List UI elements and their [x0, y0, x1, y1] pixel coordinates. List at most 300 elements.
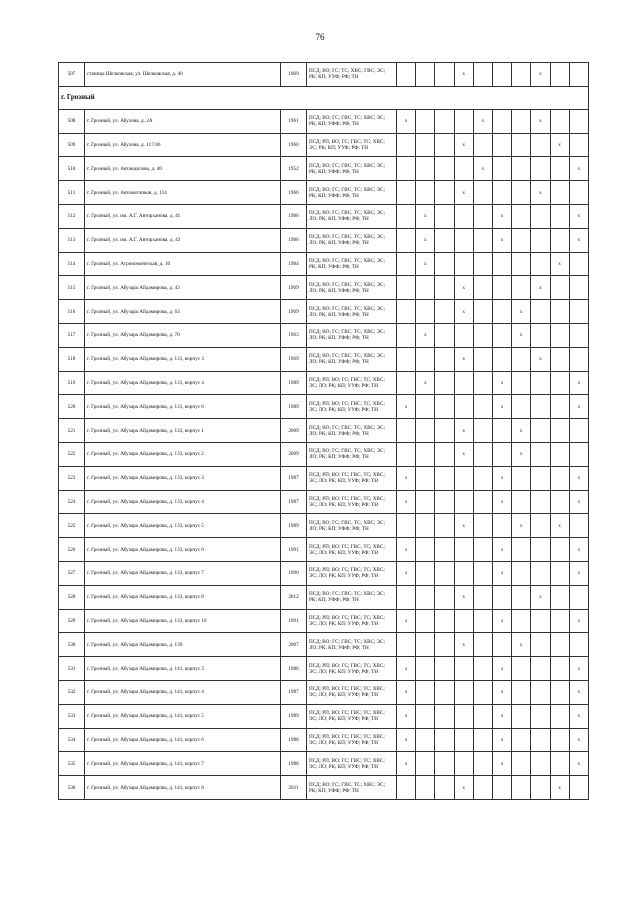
row-mark-cell	[435, 323, 454, 347]
row-mark-cell: x	[416, 371, 435, 395]
row-mark-cell	[397, 514, 416, 538]
row-year: 1984	[281, 252, 307, 276]
row-year: 1989	[281, 704, 307, 728]
row-mark-cell	[492, 776, 511, 800]
row-address: г. Грозный, ул. Автандилова, д. 40	[85, 157, 281, 181]
row-year: 1989	[281, 514, 307, 538]
row-mark-cell	[454, 490, 473, 514]
row-mark-cell	[512, 680, 531, 704]
row-mark-cell	[531, 776, 550, 800]
row-number: 535	[59, 752, 85, 776]
row-mark-cell	[512, 347, 531, 371]
row-mark-cell	[473, 752, 492, 776]
row-mark-cell	[416, 633, 435, 657]
row-mark-cell	[492, 181, 511, 205]
row-address: г. Грозный, ул. Абузара Айдамирова, д. 133, корпус 10	[85, 609, 281, 633]
row-systems: ПСД; РП; ВО; ГС; ГВС; ТС; ХВС; ЭС; ЛО; РК; КП; УУФ; РФ; ТН	[307, 657, 397, 681]
row-mark-cell: x	[397, 657, 416, 681]
row-mark-cell	[397, 633, 416, 657]
row-year: 1969	[281, 347, 307, 371]
row-mark-cell	[550, 323, 569, 347]
row-mark-cell	[550, 395, 569, 419]
row-mark-cell	[435, 561, 454, 585]
row-address: г. Грозный, ул. Абузара Айдамирова, д. 131, корпус 3	[85, 347, 281, 371]
row-mark-cell	[492, 442, 511, 466]
row-mark-cell: x	[569, 490, 588, 514]
row-mark-cell	[531, 323, 550, 347]
row-number: 526	[59, 538, 85, 562]
table-row	[59, 371, 589, 395]
row-number: 518	[59, 347, 85, 371]
row-number: 524	[59, 490, 85, 514]
row-mark-cell	[550, 442, 569, 466]
row-mark-cell	[512, 752, 531, 776]
row-mark-cell: x	[531, 109, 550, 133]
row-mark-cell	[397, 276, 416, 300]
row-mark-cell: x	[569, 228, 588, 252]
row-mark-cell	[531, 252, 550, 276]
row-address: г. Грозный, ул. Абузара Айдамирова, д. 70	[85, 323, 281, 347]
row-mark-cell	[435, 419, 454, 443]
housing-register-table	[58, 62, 589, 800]
row-number: 507	[59, 63, 85, 87]
row-mark-cell	[473, 395, 492, 419]
row-mark-cell: x	[512, 514, 531, 538]
row-mark-cell	[454, 561, 473, 585]
row-mark-cell	[397, 63, 416, 87]
row-mark-cell	[416, 63, 435, 87]
row-mark-cell: x	[569, 204, 588, 228]
table-row	[59, 109, 589, 133]
row-year: 1986	[281, 204, 307, 228]
row-mark-cell	[512, 157, 531, 181]
row-mark-cell: x	[512, 323, 531, 347]
row-mark-cell	[454, 371, 473, 395]
row-mark-cell	[569, 133, 588, 157]
row-mark-cell	[454, 157, 473, 181]
row-address: г. Грозный, ул. Абузара Айдамирова, д. 133, корпус 7	[85, 561, 281, 585]
row-mark-cell	[435, 514, 454, 538]
row-mark-cell	[512, 609, 531, 633]
row-mark-cell	[397, 442, 416, 466]
row-mark-cell	[397, 252, 416, 276]
row-mark-cell	[473, 371, 492, 395]
row-mark-cell	[473, 633, 492, 657]
row-mark-cell: x	[492, 680, 511, 704]
row-mark-cell: x	[569, 680, 588, 704]
section-title-cell	[59, 86, 589, 109]
row-mark-cell	[473, 300, 492, 324]
row-systems: ПСД; РП; ВО; ГС; ГВС; ТС; ХВС; ЭС; ЛО; РК; КП; УУФ; РФ; ТН	[307, 371, 397, 395]
row-mark-cell	[531, 704, 550, 728]
row-number: 522	[59, 442, 85, 466]
row-mark-cell	[435, 157, 454, 181]
row-mark-cell	[512, 776, 531, 800]
row-mark-cell	[416, 157, 435, 181]
row-mark-cell	[397, 419, 416, 443]
row-mark-cell	[454, 538, 473, 562]
row-mark-cell	[435, 728, 454, 752]
row-systems: ПСД; ВО; ГС; ГВС; ТС; ХВС; ЭС; ЛО; РК; КП; УФФ; РФ; ТН	[307, 228, 397, 252]
row-mark-cell: x	[397, 561, 416, 585]
row-mark-cell	[473, 728, 492, 752]
table-row	[59, 466, 589, 490]
row-mark-cell	[435, 395, 454, 419]
row-mark-cell	[473, 609, 492, 633]
row-mark-cell	[550, 419, 569, 443]
table-row	[59, 657, 589, 681]
row-mark-cell	[569, 514, 588, 538]
row-mark-cell: x	[454, 442, 473, 466]
row-year: 1960	[281, 133, 307, 157]
row-mark-cell	[435, 680, 454, 704]
row-mark-cell	[416, 490, 435, 514]
row-mark-cell: x	[454, 585, 473, 609]
row-systems: ПСД; ВО; ГС; ГВС; ТС; ХВС; ЭС; РК; КП; УФФ; РФ; ТН	[307, 109, 397, 133]
row-mark-cell: x	[397, 490, 416, 514]
row-mark-cell	[512, 657, 531, 681]
row-mark-cell	[531, 419, 550, 443]
row-mark-cell: x	[416, 204, 435, 228]
row-mark-cell: x	[492, 466, 511, 490]
table-row	[59, 63, 589, 87]
row-systems: ПСД; РП; ВО; ГС; ГВС; ТС; ХВС; ЭС; ЛО; РК; КП; УУФ; РФ; ТН	[307, 395, 397, 419]
row-mark-cell	[569, 109, 588, 133]
row-mark-cell	[435, 371, 454, 395]
table-row	[59, 252, 589, 276]
row-mark-cell: x	[550, 514, 569, 538]
row-year: 2007	[281, 633, 307, 657]
row-mark-cell: x	[454, 347, 473, 371]
row-mark-cell	[435, 633, 454, 657]
row-mark-cell: x	[416, 323, 435, 347]
row-mark-cell	[512, 228, 531, 252]
row-year: 1969	[281, 300, 307, 324]
row-year: 1986	[281, 228, 307, 252]
row-mark-cell	[512, 204, 531, 228]
row-mark-cell	[397, 181, 416, 205]
row-mark-cell: x	[492, 395, 511, 419]
row-mark-cell	[550, 633, 569, 657]
row-year: 2009	[281, 442, 307, 466]
row-mark-cell	[397, 323, 416, 347]
row-mark-cell	[492, 633, 511, 657]
row-mark-cell	[550, 276, 569, 300]
row-systems: ПСД; РП; ВО; ГС; ГВС; ТС; ХВС; ЭС; ЛО; РК; КП; УУФ; РФ; ТН	[307, 704, 397, 728]
row-mark-cell	[397, 300, 416, 324]
row-mark-cell	[492, 157, 511, 181]
row-mark-cell	[454, 680, 473, 704]
row-mark-cell	[435, 609, 454, 633]
row-mark-cell	[492, 252, 511, 276]
row-systems: ПСД; РП; ВО; ГС; ГВС; ТС; ХВС; ЭС; ЛО; РК; КП; УУФ; РФ; ТН	[307, 490, 397, 514]
row-mark-cell	[569, 585, 588, 609]
row-mark-cell	[473, 514, 492, 538]
row-mark-cell	[416, 276, 435, 300]
row-systems: ПСД; ВО; ГС; ГВС; ТС; ХВС; ЭС; ЛО; РК; КП; УФФ; РФ; ТН	[307, 419, 397, 443]
row-mark-cell: x	[473, 109, 492, 133]
row-mark-cell	[416, 609, 435, 633]
row-mark-cell	[531, 561, 550, 585]
row-year: 1989	[281, 395, 307, 419]
row-mark-cell	[492, 109, 511, 133]
table-row	[59, 585, 589, 609]
row-systems: ПСД; РП; ВО; ГС; ГВС; ТС; ХВС; ЭС; ЛО; РК; КП; УУФ; РФ; ТН	[307, 538, 397, 562]
row-mark-cell	[512, 63, 531, 87]
row-mark-cell: x	[531, 276, 550, 300]
row-mark-cell	[569, 633, 588, 657]
row-mark-cell: x	[550, 776, 569, 800]
table-row	[59, 680, 589, 704]
row-mark-cell: x	[569, 752, 588, 776]
row-systems: ПСД; РП; ВО; ГС; ГВС; ТС; ХВС; ЭС; ЛО; РК; КП; УУФ; РФ; ТН	[307, 680, 397, 704]
row-mark-cell	[473, 419, 492, 443]
row-mark-cell	[492, 419, 511, 443]
row-mark-cell	[512, 252, 531, 276]
row-systems: ПСД; ВО; ГС; ГВС; ТС; ХВС; ЭС; ЛО; РК; КП; УФФ; РФ; ТН	[307, 204, 397, 228]
row-number: 536	[59, 776, 85, 800]
row-address: г. Грозный, ул. им. А.Г. Авторханова, д. 41	[85, 204, 281, 228]
row-mark-cell	[569, 181, 588, 205]
row-address: г. Грозный, ул. Абузара Айдамирова, д. 133, корпус 8	[85, 585, 281, 609]
row-mark-cell	[531, 204, 550, 228]
table-row	[59, 276, 589, 300]
row-year: 1966	[281, 181, 307, 205]
row-systems: ПСД; РП; ВО; ГС; ГВС; ТС; ХВС; ЭС; ЛО; РК; КП; УУФ; РФ; ТН	[307, 752, 397, 776]
row-mark-cell	[435, 490, 454, 514]
row-address: г. Грозный, ул. Агрономическая, д. 10	[85, 252, 281, 276]
table-row	[59, 514, 589, 538]
row-address: г. Грозный, ул. им. А.Г. Авторханова, д. 43	[85, 228, 281, 252]
row-mark-cell	[416, 419, 435, 443]
row-systems: ПСД; ВО; ГС; ГВС; ТС; ХВС; ЭС; ЛО; РК; КП; УФФ; РФ; ТН	[307, 633, 397, 657]
row-mark-cell	[512, 490, 531, 514]
row-mark-cell	[473, 347, 492, 371]
row-number: 534	[59, 728, 85, 752]
row-mark-cell: x	[492, 657, 511, 681]
row-address: г. Грозный, ул. Абузара Айдамирова, д. 141, корпус 3	[85, 657, 281, 681]
table-row	[59, 704, 589, 728]
row-year: 1988	[281, 728, 307, 752]
row-mark-cell: x	[492, 561, 511, 585]
row-mark-cell	[531, 609, 550, 633]
row-mark-cell	[473, 490, 492, 514]
row-number: 528	[59, 585, 85, 609]
table-row	[59, 728, 589, 752]
row-mark-cell	[512, 371, 531, 395]
row-mark-cell: x	[492, 704, 511, 728]
table-row	[59, 633, 589, 657]
row-mark-cell	[492, 585, 511, 609]
row-mark-cell	[569, 323, 588, 347]
row-mark-cell: x	[569, 609, 588, 633]
row-mark-cell	[531, 466, 550, 490]
row-number: 529	[59, 609, 85, 633]
row-systems: ПСД; РП; ВО; ГС; ГВС; ТС; ХВС; ЭС; РК; КП; УУФ; РФ; ТН	[307, 133, 397, 157]
row-number: 525	[59, 514, 85, 538]
row-year: 1990	[281, 561, 307, 585]
row-mark-cell	[550, 109, 569, 133]
row-year: 1987	[281, 490, 307, 514]
row-mark-cell	[531, 728, 550, 752]
row-number: 512	[59, 204, 85, 228]
row-mark-cell	[531, 371, 550, 395]
row-mark-cell	[531, 228, 550, 252]
row-mark-cell	[416, 585, 435, 609]
row-mark-cell	[435, 585, 454, 609]
section-row	[59, 86, 589, 109]
row-address: г. Грозный, ул. Абузара Айдамирова, д. 133, корпус 1	[85, 419, 281, 443]
table-row	[59, 490, 589, 514]
table-row	[59, 538, 589, 562]
table-row	[59, 133, 589, 157]
row-mark-cell	[473, 204, 492, 228]
row-mark-cell	[473, 181, 492, 205]
row-number: 510	[59, 157, 85, 181]
row-mark-cell	[531, 490, 550, 514]
row-mark-cell	[435, 657, 454, 681]
row-mark-cell	[416, 514, 435, 538]
row-mark-cell	[435, 347, 454, 371]
row-mark-cell: x	[569, 157, 588, 181]
row-mark-cell: x	[397, 752, 416, 776]
table-row	[59, 228, 589, 252]
row-year: 1991	[281, 538, 307, 562]
row-mark-cell: x	[569, 371, 588, 395]
row-mark-cell	[454, 609, 473, 633]
row-mark-cell	[569, 419, 588, 443]
row-mark-cell	[435, 538, 454, 562]
row-mark-cell	[397, 133, 416, 157]
row-mark-cell	[416, 133, 435, 157]
row-address: г. Грозный, ул. Автоматчиков, д. 114	[85, 181, 281, 205]
row-mark-cell	[416, 395, 435, 419]
row-mark-cell: x	[492, 371, 511, 395]
row-mark-cell: x	[397, 538, 416, 562]
row-address: г. Грозный, ул. Абузара Айдамирова, д. 131, корпус 4	[85, 371, 281, 395]
row-mark-cell: x	[454, 776, 473, 800]
table-row	[59, 395, 589, 419]
row-mark-cell	[569, 252, 588, 276]
row-mark-cell	[416, 181, 435, 205]
row-mark-cell	[531, 633, 550, 657]
row-mark-cell	[550, 63, 569, 87]
row-mark-cell	[550, 538, 569, 562]
row-address: г. Грозный, ул. Абузара Айдамирова, д. 133, корпус 4	[85, 490, 281, 514]
row-mark-cell	[569, 300, 588, 324]
row-address: г. Грозный, ул. Абузара Айдамирова, д. 139	[85, 633, 281, 657]
row-mark-cell	[550, 704, 569, 728]
row-mark-cell	[550, 561, 569, 585]
row-systems: ПСД; ВО; ГС; ГВС; ТС; ХВС; ЭС; РК; КП; УФФ; РФ; ТН	[307, 776, 397, 800]
row-mark-cell	[550, 752, 569, 776]
row-mark-cell: x	[531, 347, 550, 371]
row-mark-cell	[550, 204, 569, 228]
row-mark-cell: x	[397, 728, 416, 752]
row-address: г. Грозный, ул. Абузара Айдамирова, д. 63	[85, 300, 281, 324]
row-mark-cell	[473, 133, 492, 157]
row-year: 1963	[281, 323, 307, 347]
row-mark-cell	[435, 466, 454, 490]
row-systems: ПСД; ВО; ГС; ГВС; ТС; ХВС; ЭС; ЛО; РК; КП; УФФ; РФ; ТН	[307, 442, 397, 466]
row-number: 531	[59, 657, 85, 681]
table-row	[59, 323, 589, 347]
row-mark-cell	[435, 704, 454, 728]
row-mark-cell: x	[397, 704, 416, 728]
row-systems: ПСД; РП; ВО; ГС; ГВС; ТС; ХВС; ЭС; ЛО; РК; КП; УУФ; РФ; ТН	[307, 609, 397, 633]
row-year: 1987	[281, 680, 307, 704]
row-mark-cell	[435, 228, 454, 252]
row-mark-cell	[473, 323, 492, 347]
row-mark-cell	[454, 395, 473, 419]
table-row	[59, 442, 589, 466]
row-mark-cell: x	[512, 633, 531, 657]
row-mark-cell	[550, 728, 569, 752]
row-address: г. Грозный, ул. Абухова, д. 2А	[85, 109, 281, 133]
row-mark-cell: x	[454, 63, 473, 87]
row-number: 516	[59, 300, 85, 324]
row-mark-cell: x	[397, 680, 416, 704]
row-year: 1987	[281, 466, 307, 490]
row-systems: ПСД; ВО; ГС; ТС; ХВС; ГВС; ЭС; РК; КП; УУФ; РФ; ТН	[307, 63, 397, 87]
row-mark-cell	[512, 466, 531, 490]
row-systems: ПСД; ВО; ГС; ГВС; ТС; ХВС; ЭС; РК; КП; УФФ; РФ; ТН	[307, 585, 397, 609]
row-systems: ПСД; ВО; ГС; ГВС; ТС; ХВС; ЭС; ЛО; РК; КП; УФФ; РФ; ТН	[307, 276, 397, 300]
row-mark-cell	[492, 63, 511, 87]
row-address: г. Грозный, ул. Абузара Айдамирова, д. 141, корпус 7	[85, 752, 281, 776]
row-mark-cell	[531, 514, 550, 538]
table-row	[59, 419, 589, 443]
row-systems: ПСД; РП; ВО; ГС; ГВС; ТС; ХВС; ЭС; ЛО; РК; КП; УУФ; РФ; ТН	[307, 728, 397, 752]
row-mark-cell	[435, 442, 454, 466]
row-year: 1991	[281, 609, 307, 633]
row-mark-cell	[531, 133, 550, 157]
row-mark-cell	[473, 228, 492, 252]
row-year: 2012	[281, 585, 307, 609]
row-mark-cell: x	[454, 514, 473, 538]
row-mark-cell	[435, 133, 454, 157]
row-number: 523	[59, 466, 85, 490]
row-mark-cell	[397, 204, 416, 228]
row-mark-cell: x	[492, 728, 511, 752]
row-mark-cell	[473, 276, 492, 300]
row-address: г. Грозный, ул. Абузара Айдамирова, д. 43	[85, 276, 281, 300]
row-address: станица Шелковская, ул. Шелковская, д. 40	[85, 63, 281, 87]
row-mark-cell	[416, 776, 435, 800]
row-mark-cell	[531, 442, 550, 466]
row-mark-cell: x	[550, 133, 569, 157]
table-row	[59, 157, 589, 181]
row-mark-cell	[416, 300, 435, 324]
row-mark-cell	[473, 776, 492, 800]
table-row	[59, 561, 589, 585]
row-mark-cell	[435, 181, 454, 205]
row-year: 1969	[281, 276, 307, 300]
row-mark-cell	[435, 109, 454, 133]
row-address: г. Грозный, ул. Абухова, д. 117/46	[85, 133, 281, 157]
row-mark-cell	[397, 585, 416, 609]
row-mark-cell	[492, 323, 511, 347]
row-mark-cell	[550, 680, 569, 704]
row-mark-cell	[512, 276, 531, 300]
row-mark-cell: x	[531, 63, 550, 87]
row-number: 514	[59, 252, 85, 276]
row-mark-cell: x	[512, 419, 531, 443]
row-mark-cell	[512, 561, 531, 585]
table-row	[59, 609, 589, 633]
row-systems: ПСД; ВО; ГС; ГВС; ТС; ХВС; ЭС; ЛО; РК; КП; УФФ; РФ; ТН	[307, 514, 397, 538]
row-mark-cell	[512, 395, 531, 419]
